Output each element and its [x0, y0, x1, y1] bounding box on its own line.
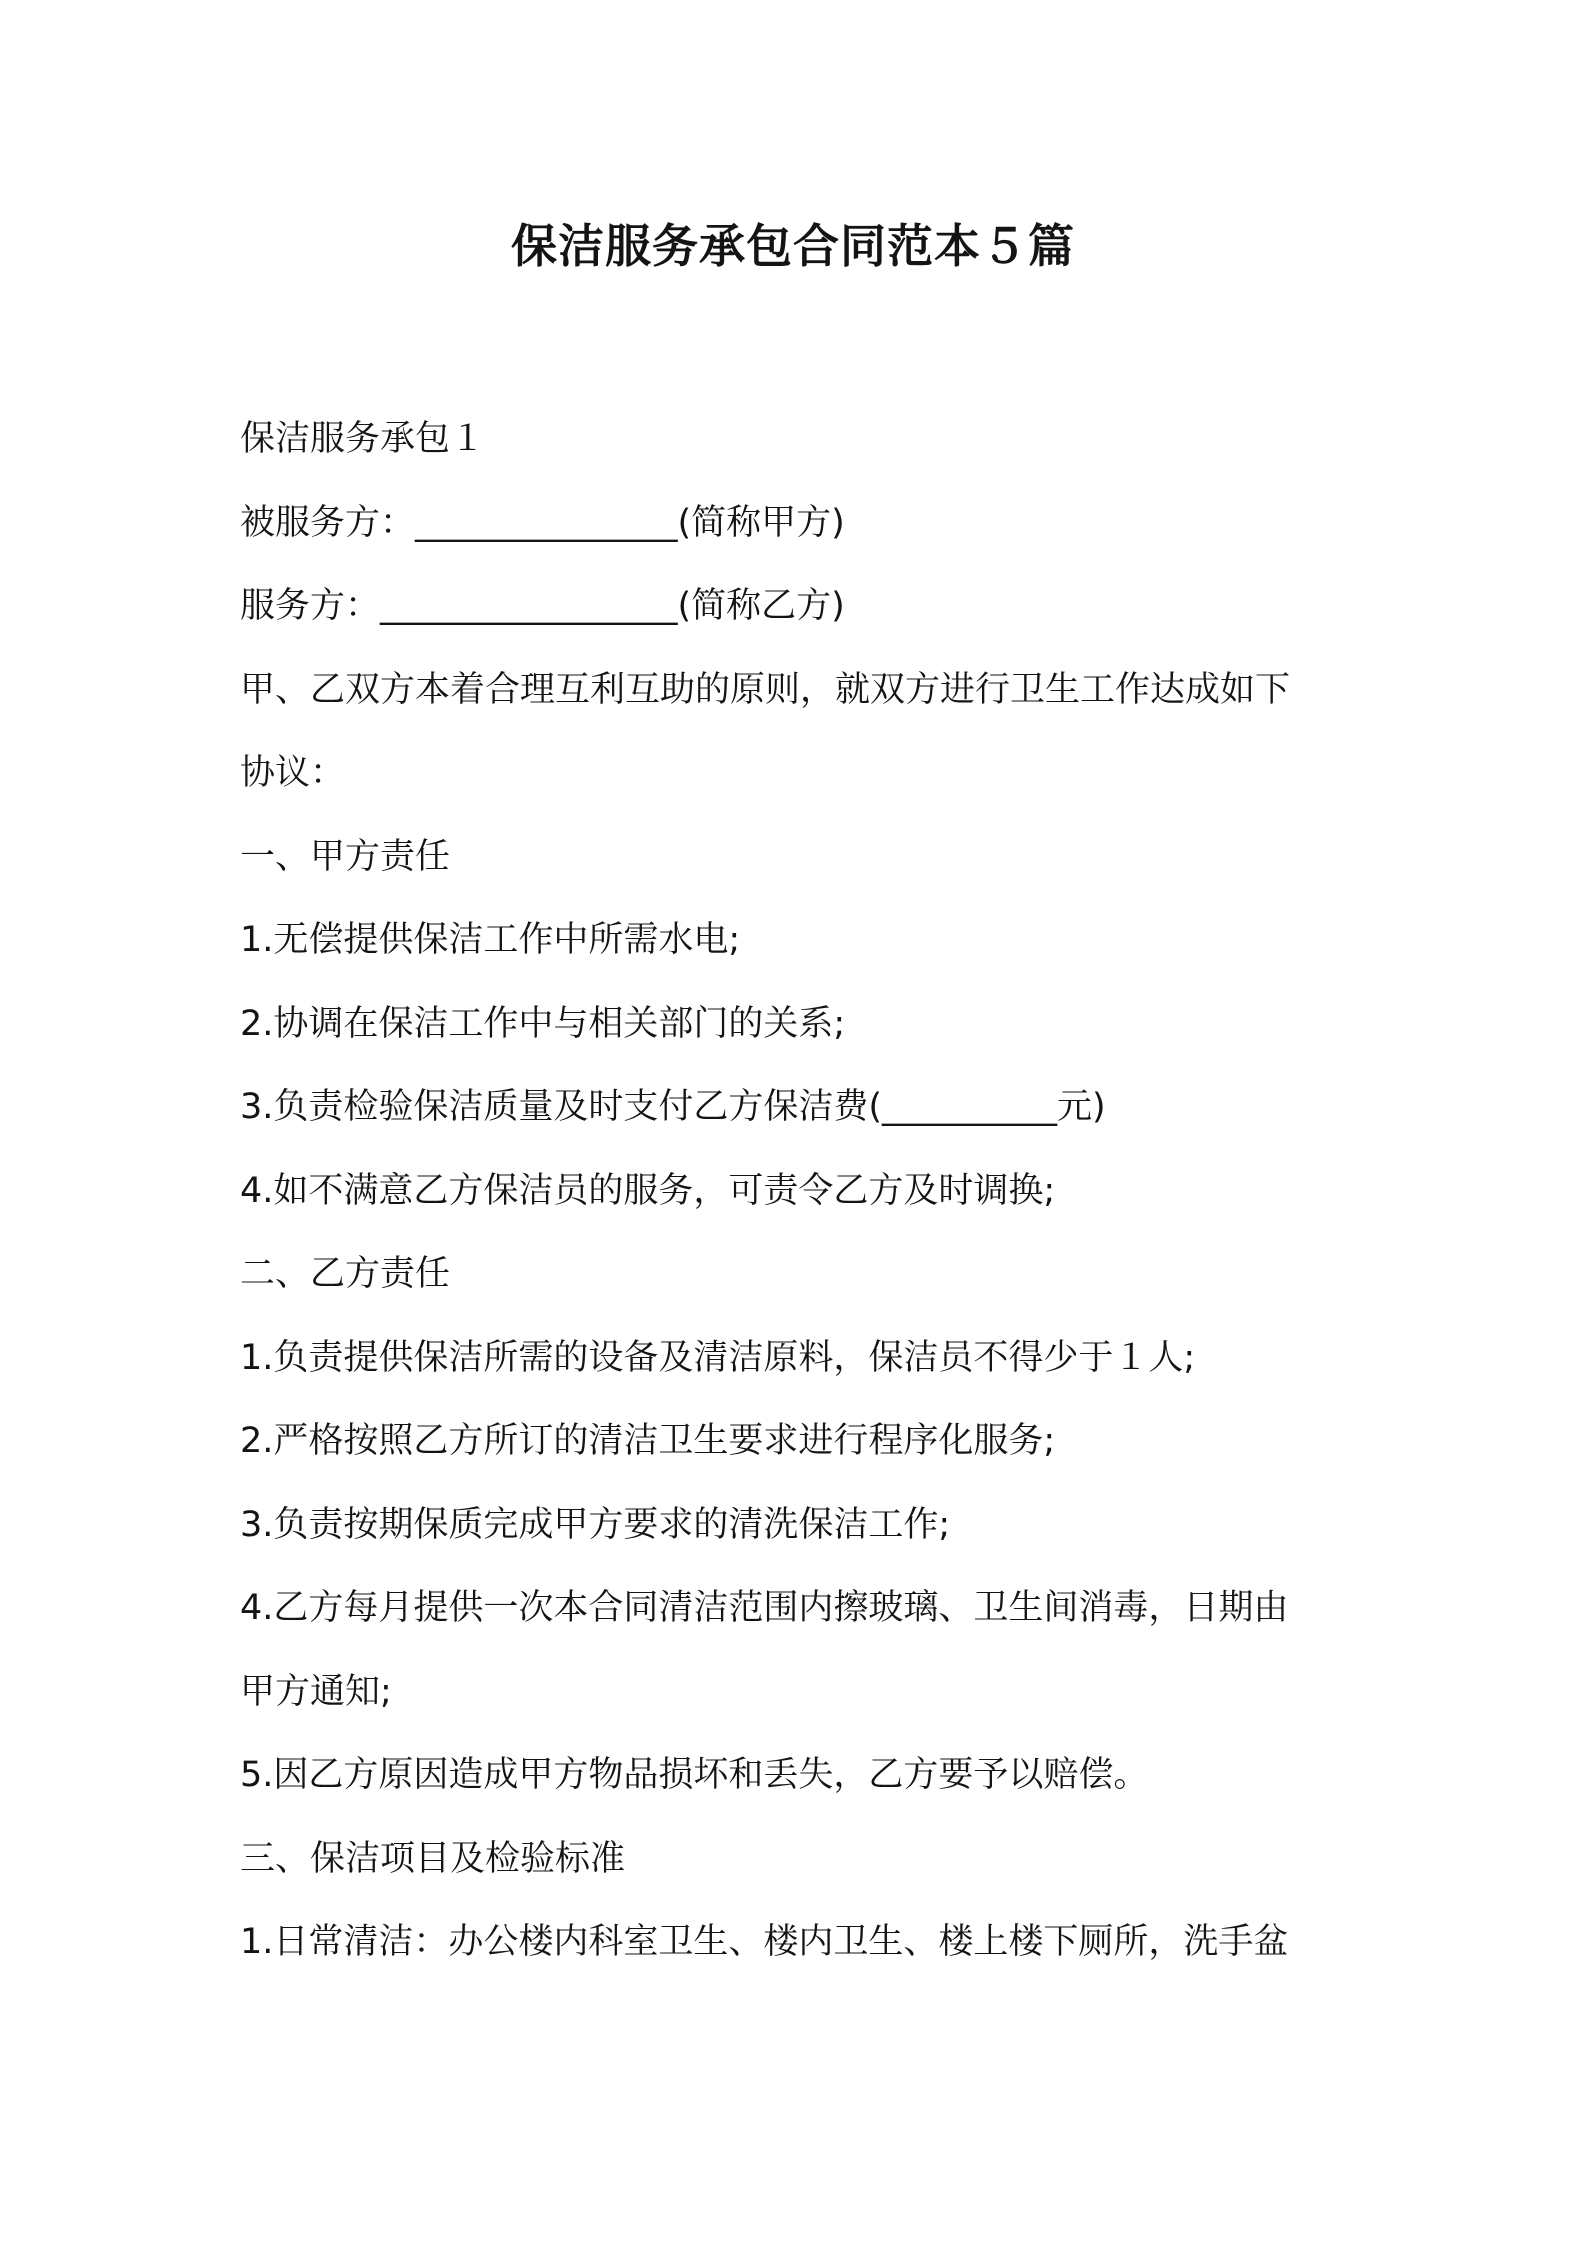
party-a-line: 被服务方：_______________(简称甲方) — [240, 502, 845, 543]
clause-item: 3.负责按期保质完成甲方要求的清洗保洁工作; — [240, 1504, 951, 1545]
clause-item: 4.如不满意乙方保洁员的服务，可责令乙方及时调换; — [240, 1170, 1056, 1211]
clause-item: 2.协调在保洁工作中与相关部门的关系; — [240, 1003, 846, 1044]
clause-item: 3.负责检验保洁质量及时支付乙方保洁费(__________元) — [240, 1087, 1106, 1127]
clause-item: 2.严格按照乙方所订的清洁卫生要求进行程序化服务; — [240, 1421, 1056, 1461]
clause-heading: 三、保洁项目及检验标准 — [240, 1838, 626, 1879]
paragraph-line: 协议： — [240, 753, 346, 793]
paragraph-line: 甲、乙双方本着合理互利互助的原则，就双方进行卫生工作达成如下 — [240, 669, 1291, 710]
section-heading: 保洁服务承包１ — [240, 419, 486, 459]
clause-item: 4.乙方每月提供一次本合同清洁范围内擦玻璃、卫生间消毒，日期由 — [240, 1588, 1289, 1628]
document-body — [240, 398, 1360, 1985]
clause-item: 5.因乙方原因造成甲方物品损坏和丢失，乙方要予以赔偿。 — [240, 1755, 1149, 1795]
party-b-line: 服务方：_________________(简称乙方) — [240, 586, 845, 626]
document-title: 保洁服务承包合同范本５篇 — [511, 219, 1075, 273]
clause-heading: 二、乙方责任 — [240, 1254, 451, 1294]
clause-item: 1.无偿提供保洁工作中所需水电; — [240, 920, 741, 960]
clause-item: 1.日常清洁：办公楼内科室卫生、楼内卫生、楼上楼下厕所，洗手盆 — [240, 1922, 1289, 1962]
clause-item: 1.负责提供保洁所需的设备及清洁原料，保洁员不得少于１人; — [240, 1337, 1196, 1378]
clause-item: 甲方通知; — [240, 1671, 392, 1712]
clause-heading: 一、甲方责任 — [240, 836, 451, 877]
